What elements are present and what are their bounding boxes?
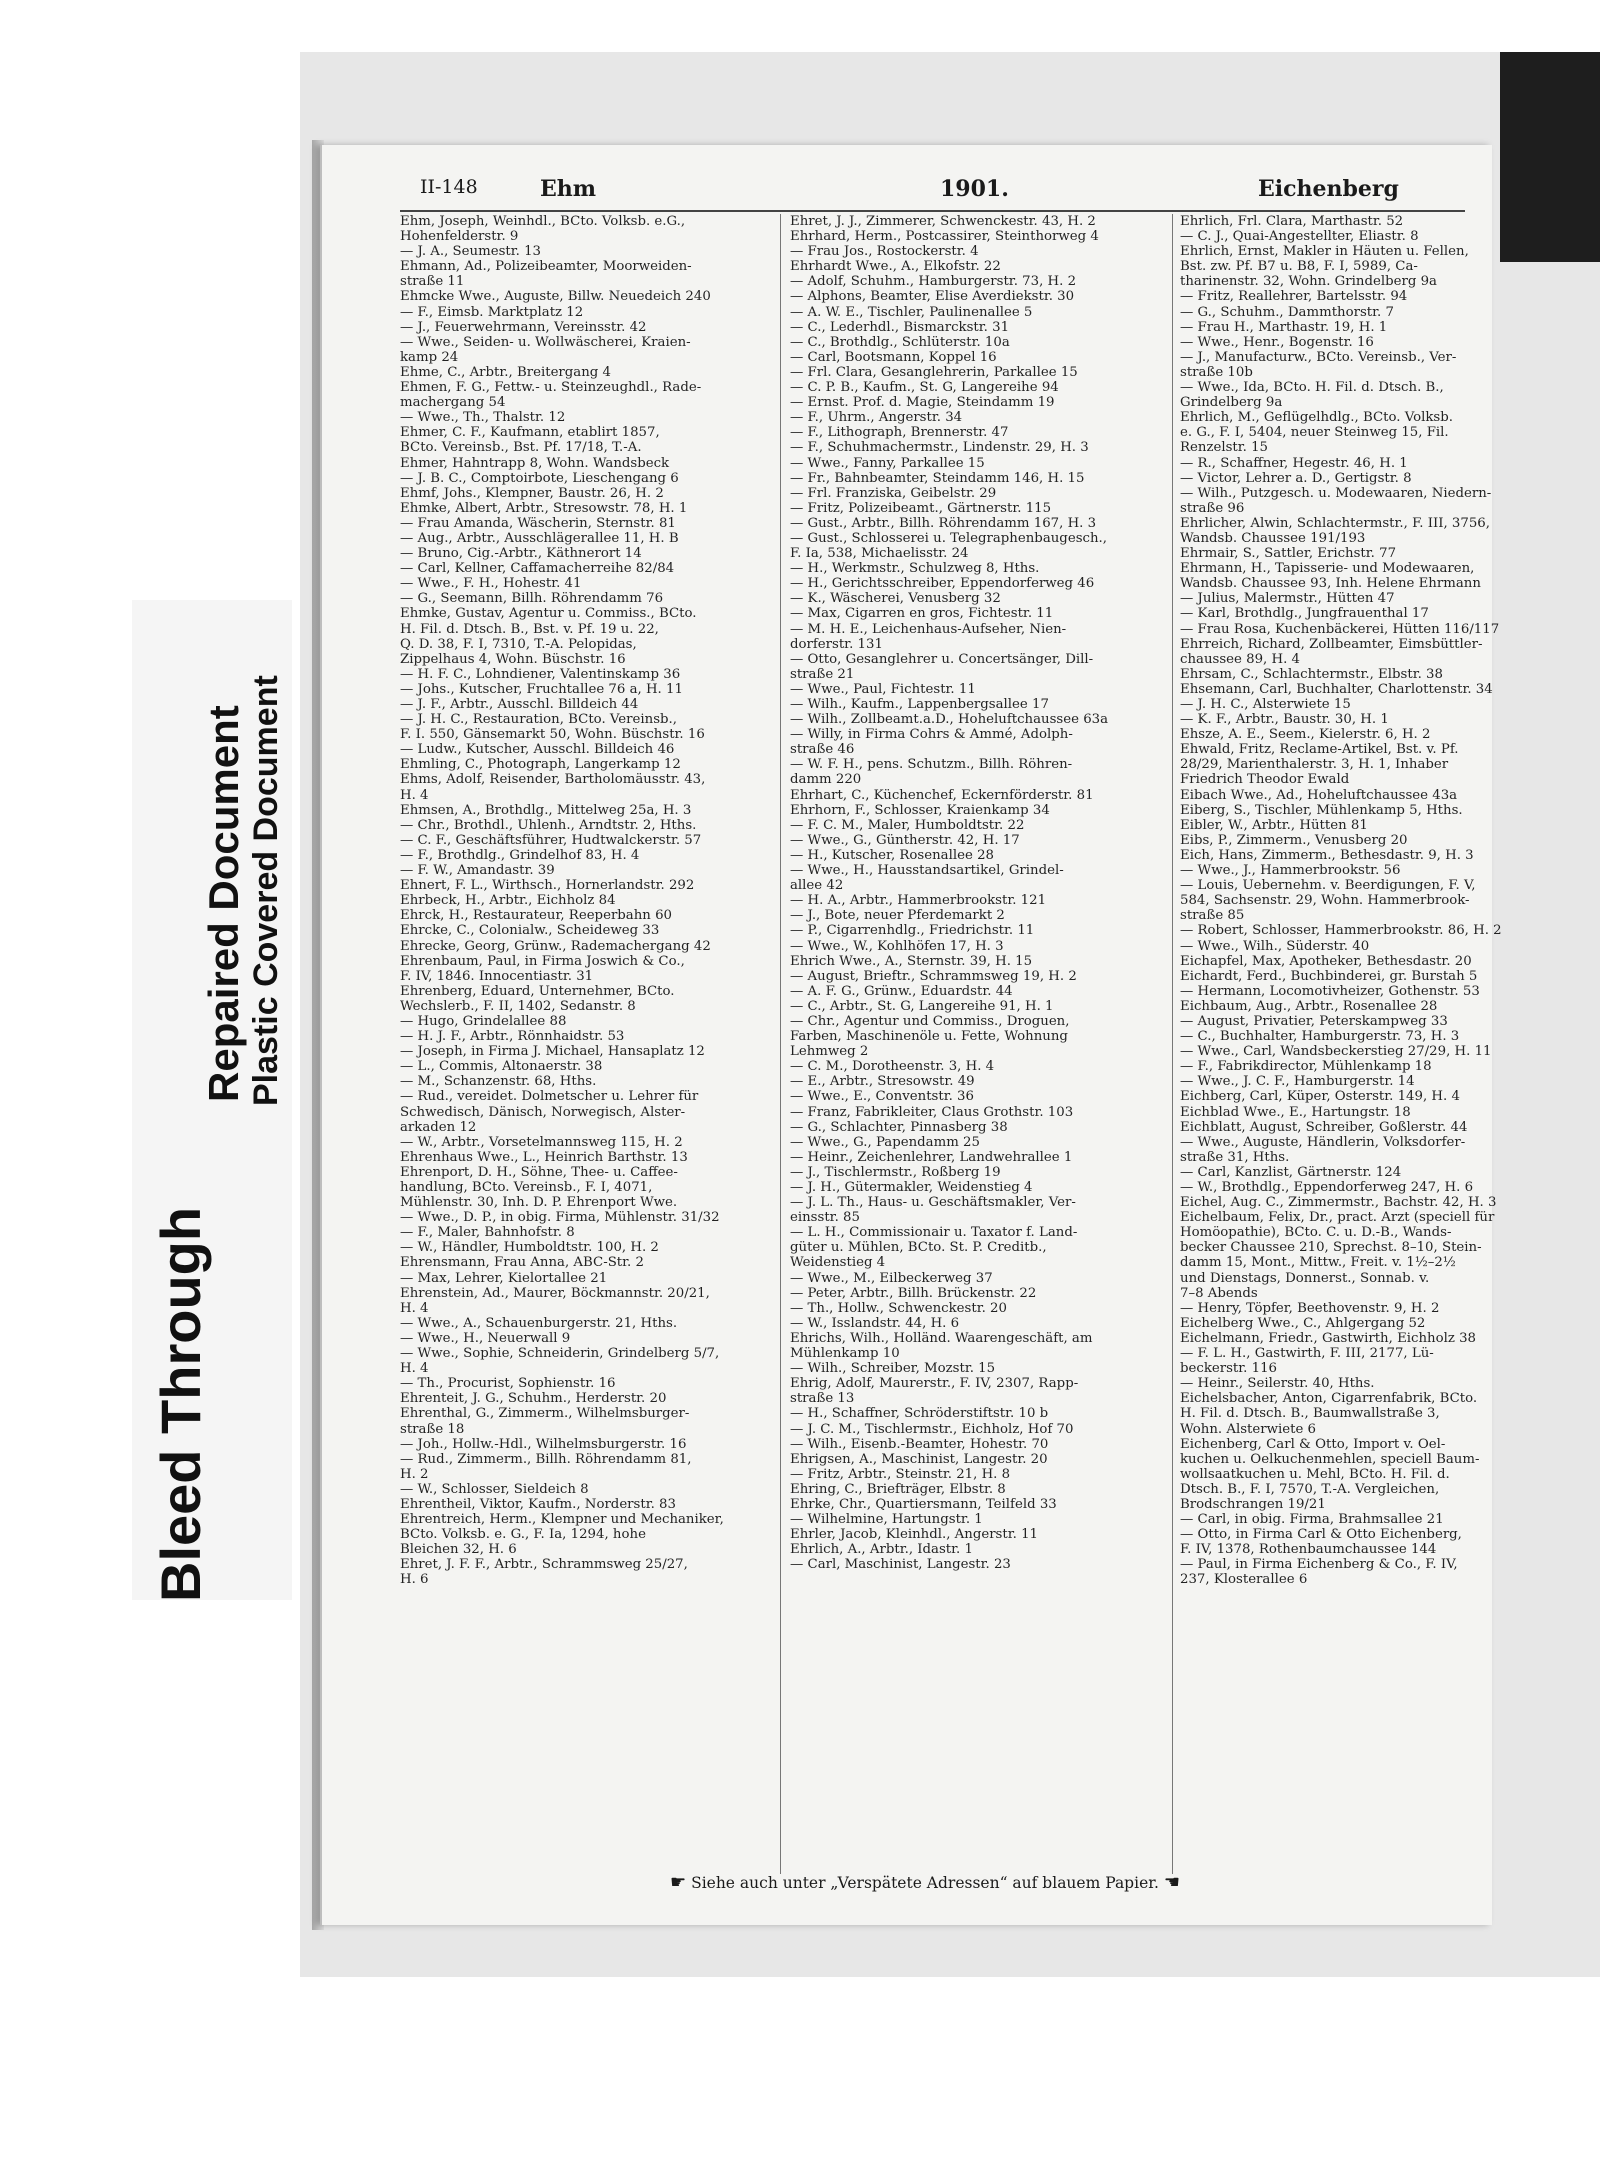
directory-entry: — Hugo, Grindelallee 88 [400, 1013, 567, 1029]
directory-entry: Ehrentheil, Viktor, Kaufm., Norderstr. 83 [400, 1496, 676, 1512]
directory-entry: — Wwe., Henr., Bogenstr. 16 [1180, 334, 1374, 350]
directory-entry: Ehmling, C., Photograph, Langerkamp 12 [400, 757, 681, 773]
directory-entry: Eichbaum, Aug., Arbtr., Rosenallee 28 [1180, 998, 1438, 1014]
directory-entry: — Wwe., Fanny, Parkallee 15 [790, 455, 985, 471]
directory-entry: — Julius, Malermstr., Hütten 47 [1180, 591, 1395, 607]
directory-entry: — E., Arbtr., Stresowstr. 49 [790, 1074, 975, 1090]
directory-entry: — Carl, in obig. Firma, Brahmsallee 21 [1180, 1512, 1444, 1528]
directory-entry: — F. L. H., Gastwirth, F. III, 2177, Lü- [1180, 1346, 1434, 1362]
directory-entry: — C., Lederhdl., Bismarckstr. 31 [790, 319, 1010, 335]
directory-entry: — Frau H., Marthastr. 19, H. 1 [1180, 319, 1388, 335]
directory-entry: — F., Brothdlg., Grindelhof 83, H. 4 [400, 847, 640, 863]
directory-entry: — Heinr., Zeichenlehrer, Landwehrallee 1 [790, 1149, 1073, 1165]
directory-entry: Ehrlich, Frl. Clara, Marthastr. 52 [1180, 214, 1404, 229]
directory-entry: damm 15, Mont., Mittw., Freit. v. 1½–2½ [1180, 1255, 1456, 1271]
directory-entry: Eichel, Aug. C., Zimmermstr., Bachstr. 42, H. 3 [1180, 1195, 1497, 1211]
directory-entry: straße 18 [400, 1421, 465, 1437]
directory-entry: — Karl, Brothdlg., Jungfrauenthal 17 [1180, 606, 1429, 622]
directory-entry: — Rud., Zimmerm., Billh. Röhrendamm 81, [400, 1451, 692, 1467]
directory-entry: — Gust., Arbtr., Billh. Röhrendamm 167, H. 3 [790, 515, 1097, 531]
directory-entry: Renzelstr. 15 [1180, 440, 1269, 456]
directory-entry: chaussee 89, H. 4 [1180, 651, 1300, 667]
directory-entry: und Dienstags, Donnerst., Sonnab. v. [1180, 1270, 1430, 1286]
year: 1901. [940, 176, 1009, 202]
directory-entry: F. Ia, 538, Michaelisstr. 24 [790, 546, 969, 562]
directory-entry: — Aug., Arbtr., Ausschlägerallee 11, H. B [400, 530, 679, 546]
directory-entry: — Johs., Kutscher, Fruchtallee 76 a, H. 11 [400, 681, 683, 697]
header-rule [400, 210, 1465, 212]
directory-entry: arkaden 12 [400, 1119, 477, 1135]
directory-entry: — Ludw., Kutscher, Ausschl. Billdeich 46 [400, 742, 675, 758]
directory-entry: — Franz, Fabrikleiter, Claus Grothstr. 103 [790, 1104, 1074, 1120]
directory-entry: Eich, Hans, Zimmerm., Bethesdastr. 9, H. 3 [1180, 847, 1474, 863]
directory-entry: Bleichen 32, H. 6 [400, 1542, 517, 1558]
directory-entry: Ehrke, Chr., Quartiersmann, Teilfeld 33 [790, 1496, 1057, 1512]
directory-entry: — Wwe., H., Neuerwall 9 [400, 1330, 571, 1346]
directory-entry: — Wwe., Wilh., Süderstr. 40 [1180, 938, 1370, 954]
directory-entry: — Frl. Franziska, Geibelstr. 29 [790, 485, 997, 501]
directory-entry: — F., Fabrikdirector, Mühlenkamp 18 [1180, 1059, 1432, 1075]
directory-entry: Ehret, J. J., Zimmerer, Schwenckestr. 43, H. 2 [790, 214, 1096, 229]
directory-entry: — Wwe., Paul, Fichtestr. 11 [790, 681, 976, 697]
directory-entry: BCto. Vereinsb., Bst. Pf. 17/18, T.-A. [400, 440, 642, 456]
directory-entry: Eichenberg, Carl & Otto, Import v. Oel- [1180, 1436, 1446, 1452]
directory-entry: 28/29, Marienthalerstr. 3, H. 1, Inhaber [1180, 757, 1449, 773]
directory-entry: Farben, Maschinenöle u. Fette, Wohnung [790, 1029, 1068, 1045]
directory-entry: Eichberg, Carl, Küper, Osterstr. 149, H. 4 [1180, 1089, 1460, 1105]
directory-entry: Ehrlicher, Alwin, Schlachtermstr., F. III, 3756, [1180, 515, 1490, 531]
directory-entry: — Frau Jos., Rostockerstr. 4 [790, 244, 979, 260]
directory-entry: — C. F., Geschäftsführer, Hudtwalckerstr. 57 [400, 832, 702, 848]
directory-entry: — Wwe., M., Eilbeckerweg 37 [790, 1270, 993, 1286]
directory-entry: Eichapfel, Max, Apotheker, Bethesdastr. 20 [1180, 953, 1472, 969]
directory-entry: F. IV, 1846. Innocentiastr. 31 [400, 968, 594, 984]
directory-entry: Eibach Wwe., Ad., Hoheluftchaussee 43a [1180, 787, 1458, 803]
directory-entry: — Wwe., J. C. F., Hamburgerstr. 14 [1180, 1074, 1415, 1090]
directory-entry: — Otto, in Firma Carl & Otto Eichenberg, [1180, 1527, 1462, 1543]
directory-entry: handlung, BCto. Vereinsb., F. I, 4071, [400, 1180, 653, 1195]
directory-entry: Ehrlich, A., Arbtr., Idastr. 1 [790, 1542, 973, 1558]
directory-entry: Ehmke, Gustav, Agentur u. Commiss., BCto. [400, 606, 697, 622]
directory-entry: Q. D. 38, F. I, 7310, T.-A. Pelopidas, [400, 636, 637, 652]
directory-entry: BCto. Volksb. e. G., F. Ia, 1294, hohe [400, 1527, 646, 1543]
directory-entry: — Peter, Arbtr., Billh. Brückenstr. 22 [790, 1285, 1037, 1301]
directory-entry: Ehrhart, C., Küchenchef, Eckernförderstr. 81 [790, 787, 1094, 803]
directory-entry: Dtsch. B., F. I, 7570, T.-A. Vergleichen, [1180, 1481, 1440, 1497]
directory-entry: Ehrenstein, Ad., Maurer, Böckmannstr. 20/21, [400, 1285, 710, 1301]
directory-entry: Hohenfelderstr. 9 [400, 229, 519, 245]
directory-entry: — W. F. H., pens. Schutzm., Billh. Röhren- [790, 757, 1073, 773]
directory-entry: — Carl, Maschinist, Langestr. 23 [790, 1557, 1011, 1573]
directory-entry: Ehrigsen, A., Maschinist, Langestr. 20 [790, 1451, 1048, 1467]
directory-entry: — J. A., Seumestr. 13 [400, 244, 542, 260]
directory-entry: wollsaatkuchen u. Mehl, BCto. H. Fil. d. [1180, 1466, 1450, 1482]
directory-entry: — C., Brothdlg., Schlüterstr. 10a [790, 334, 1010, 350]
directory-entry: — P., Cigarrenhdlg., Friedrichstr. 11 [790, 923, 1035, 939]
directory-entry: güter u. Mühlen, BCto. St. P. Creditb., [790, 1240, 1047, 1256]
directory-entry: — Wilh., Eisenb.-Beamter, Hohestr. 70 [790, 1436, 1049, 1452]
directory-entry: — F. W., Amandastr. 39 [400, 863, 555, 879]
directory-entry: Ehrenteit, J. G., Schuhm., Herderstr. 20 [400, 1391, 667, 1407]
directory-entry: — F., Maler, Bahnhofstr. 8 [400, 1225, 575, 1241]
directory-entry: Ehmcke Wwe., Auguste, Billw. Neuedeich 240 [400, 289, 711, 305]
directory-entry: Ehrenport, D. H., Söhne, Thee- u. Caffee- [400, 1164, 678, 1180]
directory-entry: — J., Manufacturw., BCto. Vereinsb., Ver- [1180, 349, 1457, 365]
directory-entry: Ehrhorn, F., Schlosser, Kraienkamp 34 [790, 802, 1050, 818]
directory-entry: Ehrenhaus Wwe., L., Heinrich Barthstr. 13 [400, 1149, 688, 1165]
directory-entry: Ehmke, Albert, Arbtr., Stresowstr. 78, H. 1 [400, 500, 688, 516]
directory-entry: Grindelberg 9a [1180, 395, 1283, 411]
directory-entry: — F. C. M., Maler, Humboldtstr. 22 [790, 817, 1025, 833]
directory-entry: — Ernst. Prof. d. Magie, Steindamm 19 [790, 395, 1055, 411]
directory-entry: Ehmann, Ad., Polizeibeamter, Moorweiden- [400, 259, 692, 275]
directory-entry: — L. H., Commissionair u. Taxator f. Land- [790, 1225, 1078, 1241]
directory-entry: — H. J. F., Arbtr., Rönnhaidstr. 53 [400, 1029, 625, 1045]
directory-entry: Eichelberg Wwe., C., Ahlgergang 52 [1180, 1315, 1426, 1331]
directory-entry: Mühlenkamp 10 [790, 1346, 900, 1362]
directory-entry: — Wwe., W., Kohlhöfen 17, H. 3 [790, 938, 1004, 954]
directory-entry: Ehrsam, C., Schlachtermstr., Elbstr. 38 [1180, 666, 1443, 682]
directory-entry: — H., Werkmstr., Schulzweg 8, Hths. [790, 561, 1040, 577]
directory-entry: Ehrlich, M., Geflügelhdlg., BCto. Volksb. [1180, 410, 1453, 426]
directory-entry: straße 85 [1180, 908, 1245, 924]
pointing-hand-right-icon: ☛ [670, 1872, 687, 1893]
directory-entry: Ehrcke, C., Colonialw., Scheideweg 33 [400, 923, 660, 939]
directory-entry: e. G., F. I, 5404, neuer Steinweg 15, Fil. [1180, 425, 1449, 441]
directory-entry: — Otto, Gesanglehrer u. Concertsänger, Dill- [790, 651, 1094, 667]
directory-entry: — H., Gerichtsschreiber, Eppendorferweg 46 [790, 576, 1095, 592]
directory-entry: — Wwe., Seiden- u. Wollwäscherei, Kraien- [400, 334, 691, 350]
directory-entry: Ehrler, Jacob, Kleinhdl., Angerstr. 11 [790, 1527, 1038, 1543]
directory-entry: — Chr., Brothdl., Uhlenh., Arndtstr. 2, Hths. [400, 817, 697, 833]
directory-entry: Ehrhard, Herm., Postcassirer, Steinthorweg 4 [790, 229, 1099, 245]
directory-entry: Eichelbaum, Felix, Dr., pract. Arzt (speciell für [1180, 1210, 1495, 1226]
directory-entry: — Wilh., Putzgesch. u. Modewaaren, Niedern- [1180, 485, 1492, 501]
directory-entry: 7–8 Abends [1180, 1285, 1258, 1301]
directory-entry: Ehrensmann, Frau Anna, ABC-Str. 2 [400, 1255, 644, 1271]
directory-entry: damm 220 [790, 772, 862, 788]
directory-entry: Ehms, Adolf, Reisender, Bartholomäusstr. 43, [400, 772, 706, 788]
directory-entry: Ehm, Joseph, Weinhdl., BCto. Volksb. e.G., [400, 214, 686, 229]
directory-entry: — Heinr., Seilerstr. 40, Hths. [1180, 1376, 1375, 1392]
directory-entry: — F., Schuhmachermstr., Lindenstr. 29, H. 3 [790, 440, 1089, 456]
directory-entry: — W., Arbtr., Vorsetelmannsweg 115, H. 2 [400, 1134, 683, 1150]
directory-entry: Ehrenberg, Eduard, Unternehmer, BCto. [400, 983, 675, 999]
column-separator [780, 214, 781, 1874]
column-2 [790, 214, 1165, 1572]
directory-entry: Ehrenthal, G., Zimmerm., Wilhelmsburger- [400, 1406, 690, 1422]
directory-entry: 584, Sachsenstr. 29, Wohn. Hammerbrook- [1180, 893, 1470, 909]
directory-entry: H. Fil. d. Dtsch. B., Bst. v. Pf. 19 u. 22, [400, 621, 659, 637]
directory-entry: H. 2 [400, 1466, 429, 1482]
directory-entry: — H., Schaffner, Schröderstiftstr. 10 b [790, 1406, 1049, 1422]
directory-entry: — Wwe., G., Güntherstr. 42, H. 17 [790, 832, 1020, 848]
directory-entry: — Wilh., Schreiber, Mozstr. 15 [790, 1361, 996, 1377]
directory-entry: — C., Arbtr., St. G, Langereihe 91, H. 1 [790, 998, 1054, 1014]
directory-entry: Ehrentreich, Herm., Klempner und Mechaniker, [400, 1512, 724, 1528]
directory-entry: — G., Seemann, Billh. Röhrendamm 76 [400, 591, 664, 607]
directory-entry: allee 42 [790, 878, 844, 894]
directory-entry: — Frau Amanda, Wäscherin, Sternstr. 81 [400, 515, 676, 531]
directory-entry: — J. C. M., Tischlermstr., Eichholz, Hof 70 [790, 1421, 1074, 1437]
directory-entry: — C. J., Quai-Angestellter, Eliastr. 8 [1180, 229, 1419, 245]
directory-entry: Ehrbeck, H., Arbtr., Eichholz 84 [400, 893, 616, 909]
directory-entry: einsstr. 85 [790, 1210, 860, 1226]
directory-entry: Ehrmair, S., Sattler, Erichstr. 77 [1180, 546, 1397, 562]
directory-entry: — F., Lithograph, Brennerstr. 47 [790, 425, 1009, 441]
directory-entry: Ehrreich, Richard, Zollbeamter, Eimsbüttler- [1180, 636, 1483, 652]
column-separator [1172, 214, 1173, 1874]
directory-entry: Ehsemann, Carl, Buchhalter, Charlottenstr. 34 [1180, 681, 1493, 697]
directory-entry: — Willy, in Firma Cohrs & Ammé, Adolph- [790, 727, 1073, 743]
directory-entry: Eichelsbacher, Anton, Cigarrenfabrik, BCto. [1180, 1391, 1478, 1407]
directory-entry: Lehmweg 2 [790, 1044, 869, 1060]
page-number: II-148 [420, 176, 478, 198]
directory-entry: — Wwe., Auguste, Händlerin, Volksdorfer- [1180, 1134, 1466, 1150]
directory-entry: H. 4 [400, 787, 429, 803]
directory-entry: — Fritz, Polizeibeamt., Gärtnerstr. 115 [790, 500, 1052, 516]
directory-entry: — Bruno, Cig.-Arbtr., Käthnerort 14 [400, 546, 642, 562]
directory-entry: — Fritz, Arbtr., Steinstr. 21, H. 8 [790, 1466, 1011, 1482]
page-header [420, 176, 1420, 212]
directory-entry: Ehrlich, Ernst, Makler in Häuten u. Fellen, [1180, 244, 1469, 260]
directory-entry: Ehmsen, A., Brothdlg., Mittelweg 25a, H. 3 [400, 802, 692, 818]
directory-entry: — Wilh., Zollbeamt.a.D., Hoheluftchaussee 63a [790, 712, 1109, 728]
directory-entry: H. 4 [400, 1300, 429, 1316]
directory-entry: — W., Schlosser, Sieldeich 8 [400, 1481, 589, 1497]
directory-entry: — J., Bote, neuer Pferdemarkt 2 [790, 908, 1005, 924]
directory-entry: straße 96 [1180, 500, 1245, 516]
directory-entry: straße 11 [400, 274, 465, 290]
directory-entry: — Wwe., Carl, Wandsbeckerstieg 27/29, H. 11 [1180, 1044, 1492, 1060]
directory-entry: F. IV, 1378, Rothenbaumchaussee 144 [1180, 1542, 1437, 1558]
directory-entry: straße 21 [790, 666, 855, 682]
directory-entry: H. 4 [400, 1361, 429, 1377]
directory-entry: Mühlenstr. 30, Inh. D. P. Ehrenport Wwe. [400, 1195, 678, 1211]
directory-entry: Eichblad Wwe., E., Hartungstr. 18 [1180, 1104, 1411, 1120]
left-keyword: Ehm [540, 176, 597, 202]
directory-entry: — F., Eimsb. Marktplatz 12 [400, 304, 584, 320]
directory-entry: Ehret, J. F. F., Arbtr., Schrammsweg 25/27, [400, 1557, 688, 1573]
directory-entry: — Frau Rosa, Kuchenbäckerei, Hütten 116/117 [1180, 621, 1500, 637]
directory-entry: Eiberg, S., Tischler, Mühlenkamp 5, Hths. [1180, 802, 1463, 818]
directory-entry: Weidenstieg 4 [790, 1255, 886, 1271]
directory-entry: Ehrhardt Wwe., A., Elkofstr. 22 [790, 259, 1001, 275]
directory-entry: — Adolf, Schuhm., Hamburgerstr. 73, H. 2 [790, 274, 1077, 290]
directory-entry: Ehring, C., Briefträger, Elbstr. 8 [790, 1481, 1006, 1497]
directory-entry: Eichblatt, August, Schreiber, Goßlerstr. 44 [1180, 1119, 1468, 1135]
directory-entry: Ehmer, Hahntrapp 8, Wohn. Wandsbeck [400, 455, 670, 471]
directory-entry: Ehrecke, Georg, Grünw., Rademachergang 42 [400, 938, 711, 954]
label-bleed-through: Bleed Through [149, 1206, 212, 1602]
directory-entry: — Alphons, Beamter, Elise Averdiekstr. 30 [790, 289, 1075, 305]
directory-entry: — L., Commis, Altonaerstr. 38 [400, 1059, 603, 1075]
directory-entry: — Wilh., Kaufm., Lappenbergsallee 17 [790, 697, 1049, 712]
directory-entry: Eibs, P., Zimmerm., Venusberg 20 [1180, 832, 1408, 848]
directory-entry: beckerstr. 116 [1180, 1361, 1278, 1377]
directory-entry: Ehmer, C. F., Kaufmann, etablirt 1857, [400, 425, 660, 441]
directory-entry: — Wwe., E., Conventstr. 36 [790, 1089, 974, 1105]
directory-entry: Bst. zw. Pf. B7 u. B8, F. I, 5989, Ca- [1180, 259, 1418, 275]
directory-entry: F. I. 550, Gänsemarkt 50, Wohn. Büschstr. 16 [400, 727, 705, 743]
directory-entry: straße 10b [1180, 364, 1253, 380]
directory-entry: — J. H., Gütermakler, Weidenstieg 4 [790, 1180, 1033, 1195]
directory-entry: — A. W. E., Tischler, Paulinenallee 5 [790, 304, 1033, 320]
directory-entry: — Wwe., D. P., in obig. Firma, Mühlenstr. 31/32 [400, 1210, 720, 1226]
directory-entry: — G., Schuhm., Dammthorstr. 7 [1180, 304, 1394, 320]
directory-entry: — Carl, Bootsmann, Koppel 16 [790, 349, 997, 365]
directory-entry: — Fr., Bahnbeamter, Steindamm 146, H. 15 [790, 470, 1085, 486]
directory-entry: — G., Schlachter, Pinnasberg 38 [790, 1119, 1008, 1135]
directory-entry: Wechslerb., F. II, 1402, Sedanstr. 8 [400, 998, 636, 1014]
directory-entry: — Wwe., H., Hausstandsartikel, Grindel- [790, 863, 1064, 879]
directory-entry: — Carl, Kellner, Caffamacherreihe 82/84 [400, 561, 675, 577]
directory-entry: — Henry, Töpfer, Beethovenstr. 9, H. 2 [1180, 1300, 1440, 1316]
directory-entry: — C. P. B., Kaufm., St. G, Langereihe 94 [790, 380, 1059, 396]
directory-entry: straße 46 [790, 742, 855, 758]
directory-entry: Ehrck, H., Restaurateur, Reeperbahn 60 [400, 908, 673, 924]
directory-entry: H. 6 [400, 1572, 429, 1588]
directory-entry: kamp 24 [400, 349, 459, 365]
directory-entry: Schwedisch, Dänisch, Norwegisch, Alster- [400, 1104, 686, 1120]
directory-entry: — H. F. C., Lohndiener, Valentinskamp 36 [400, 666, 681, 682]
directory-entry: — Paul, in Firma Eichenberg & Co., F. IV, [1180, 1557, 1458, 1573]
directory-entry: — J. H. C., Alsterwiete 15 [1180, 697, 1351, 712]
directory-entry: Eichelmann, Friedr., Gastwirth, Eichholz 38 [1180, 1330, 1477, 1346]
directory-entry: — H. A., Arbtr., Hammerbrookstr. 121 [790, 893, 1047, 909]
directory-entry: becker Chaussee 210, Sprechst. 8–10, Stein- [1180, 1240, 1482, 1256]
directory-entry: — Th., Procurist, Sophienstr. 16 [400, 1376, 616, 1392]
directory-entry: — Wwe., Th., Thalstr. 12 [400, 410, 566, 426]
directory-entry: — C., Buchhalter, Hamburgerstr. 73, H. 3 [1180, 1029, 1460, 1045]
directory-entry: — Frl. Clara, Gesanglehrerin, Parkallee 15 [790, 364, 1078, 380]
directory-entry: Ehrichs, Wilh., Holländ. Waarengeschäft, am [790, 1330, 1093, 1346]
pointing-hand-left-icon: ☚ [1163, 1872, 1180, 1893]
directory-entry: — W., Brothdlg., Eppendorferweg 247, H. 6 [1180, 1180, 1474, 1195]
directory-entry: machergang 54 [400, 395, 506, 411]
directory-entry: — Joh., Hollw.-Hdl., Wilhelmsburgerstr. 16 [400, 1436, 687, 1452]
directory-entry: Ehmf, Johs., Klempner, Baustr. 26, H. 2 [400, 485, 664, 501]
top-margin [0, 0, 1600, 55]
directory-entry: tharinenstr. 32, Wohn. Grindelberg 9a [1180, 274, 1437, 290]
directory-entry: Wohn. Alsterwiete 6 [1180, 1421, 1317, 1437]
directory-entry: Wandsb. Chaussee 191/193 [1180, 530, 1366, 546]
directory-entry: — Wilhelmine, Hartungstr. 1 [790, 1512, 983, 1528]
directory-entry: — M., Schanzenstr. 68, Hths. [400, 1074, 597, 1090]
directory-entry: — Joseph, in Firma J. Michael, Hansaplatz 12 [400, 1044, 705, 1060]
directory-entry: — Wwe., A., Schauenburgerstr. 21, Hths. [400, 1315, 678, 1331]
directory-entry: — Chr., Agentur und Commiss., Droguen, [790, 1013, 1070, 1029]
directory-entry: Eichardt, Ferd., Buchbinderei, gr. Burstah 5 [1180, 968, 1478, 984]
directory-entry: — J. F., Arbtr., Ausschl. Billdeich 44 [400, 697, 639, 712]
directory-entry: kuchen u. Oelkuchenmehlen, speciell Baum- [1180, 1451, 1480, 1467]
directory-entry: Ehrich Wwe., A., Sternstr. 39, H. 15 [790, 953, 1033, 969]
directory-entry: Ehnert, F. L., Wirthsch., Hornerlandstr. 292 [400, 878, 695, 894]
directory-entry: — J. B. C., Comptoirbote, Lieschengang 6 [400, 470, 679, 486]
directory-entry: — K. F., Arbtr., Baustr. 30, H. 1 [1180, 712, 1389, 728]
directory-entry: — Rud., vereidet. Dolmetscher u. Lehrer für [400, 1089, 699, 1105]
directory-entry: — Hermann, Locomotivheizer, Gothenstr. 53 [1180, 983, 1480, 999]
directory-entry: — C. M., Dorotheenstr. 3, H. 4 [790, 1059, 995, 1075]
right-keyword: Eichenberg [1258, 176, 1399, 202]
scan-edge-dark-strip [1500, 52, 1600, 262]
label-plastic-covered: Plastic Covered Document [247, 675, 285, 1106]
directory-entry: — Wwe., J., Hammerbrookstr. 56 [1180, 863, 1401, 879]
label-repaired-document: Repaired Document [200, 705, 247, 1102]
directory-entry: — Victor, Lehrer a. D., Gertigstr. 8 [1180, 470, 1412, 486]
directory-entry: — Max, Lehrer, Kielortallee 21 [400, 1270, 608, 1286]
directory-entry: Homöopathie), BCto. C. u. D.-B., Wands- [1180, 1225, 1452, 1241]
column-1 [400, 214, 770, 1588]
page-footer [670, 1872, 1180, 1893]
directory-entry: Ehwald, Fritz, Reclame-Artikel, Bst. v. Pf. [1180, 742, 1459, 758]
directory-entry: Ehrenbaum, Paul, in Firma Joswich & Co., [400, 953, 685, 969]
directory-entry: — Wwe., Ida, BCto. H. Fil. d. Dtsch. B., [1180, 380, 1444, 396]
directory-entry: — H., Kutscher, Rosenallee 28 [790, 847, 994, 863]
directory-entry: — Fritz, Reallehrer, Bartelsstr. 94 [1180, 289, 1408, 305]
directory-entry: Ehrig, Adolf, Maurerstr., F. IV, 2307, Rapp- [790, 1376, 1079, 1392]
directory-entry: Ehsze, A. E., Seem., Kielerstr. 6, H. 2 [1180, 727, 1431, 743]
directory-entry: H. Fil. d. Dtsch. B., Baumwallstraße 3, [1180, 1406, 1440, 1422]
directory-entry: — Wwe., G., Papendamm 25 [790, 1134, 980, 1150]
directory-entry: — Th., Hollw., Schwenckestr. 20 [790, 1300, 1007, 1316]
directory-entry: — F., Uhrm., Angerstr. 34 [790, 410, 963, 426]
directory-entry: — A. F. G., Grünw., Eduardstr. 44 [790, 983, 1013, 999]
directory-entry: Brodschrangen 19/21 [1180, 1496, 1326, 1512]
directory-entry: Friedrich Theodor Ewald [1180, 772, 1350, 788]
directory-entry: Ehmen, F. G., Fettw.- u. Steinzeughdl., Rade- [400, 380, 702, 396]
directory-entry: — August, Brieftr., Schrammsweg 19, H. 2 [790, 968, 1077, 984]
directory-entry: — Max, Cigarren en gros, Fichtestr. 11 [790, 606, 1054, 622]
directory-entry: — J. L. Th., Haus- u. Geschäftsmakler, Ver- [790, 1195, 1076, 1211]
directory-entry: Eibler, W., Arbtr., Hütten 81 [1180, 817, 1368, 833]
directory-entry: Ehrmann, H., Tapisserie- und Modewaaren, [1180, 561, 1475, 577]
directory-entry: — Gust., Schlosserei u. Telegraphenbaugesch., [790, 530, 1107, 546]
footer-note: Siehe auch unter „Verspätete Adressen“ auf blauem Papier. [691, 1874, 1159, 1892]
directory-entry: Wandsb. Chaussee 93, Inh. Helene Ehrmann [1180, 576, 1481, 592]
directory-entry: — M. H. E., Leichenhaus-Aufseher, Nien- [790, 621, 1067, 637]
directory-entry: — R., Schaffner, Hegestr. 46, H. 1 [1180, 455, 1408, 471]
directory-entry: — W., Händler, Humboldtstr. 100, H. 2 [400, 1240, 659, 1256]
directory-entry: Ehme, C., Arbtr., Breitergang 4 [400, 364, 611, 380]
directory-entry: 237, Klosterallee 6 [1180, 1572, 1308, 1588]
directory-entry: — J., Feuerwehrmann, Vereinsstr. 42 [400, 319, 647, 335]
directory-entry: straße 31, Hths. [1180, 1149, 1290, 1165]
directory-entry: — W., Isslandstr. 44, H. 6 [790, 1315, 960, 1331]
directory-entry: — Wwe., F. H., Hohestr. 41 [400, 576, 582, 592]
directory-entry: — J. H. C., Restauration, BCto. Vereinsb., [400, 712, 677, 728]
directory-entry: — Wwe., Sophie, Schneiderin, Grindelberg 5/7, [400, 1346, 720, 1362]
directory-entry: — Robert, Schlosser, Hammerbrookstr. 86, H. 2 [1180, 923, 1502, 939]
directory-entry: — August, Privatier, Peterskampweg 33 [1180, 1013, 1448, 1029]
directory-entry: — Carl, Kanzlist, Gärtnerstr. 124 [1180, 1164, 1402, 1180]
directory-entry: — K., Wäscherei, Venusberg 32 [790, 591, 1001, 607]
directory-entry: — J., Tischlermstr., Roßberg 19 [790, 1164, 1001, 1180]
directory-entry: — Louis, Uebernehm. v. Beerdigungen, F. V, [1180, 878, 1476, 894]
column-3 [1180, 214, 1502, 1588]
directory-entry: dorferstr. 131 [790, 636, 883, 652]
directory-entry: Zippelhaus 4, Wohn. Büschstr. 16 [400, 651, 626, 667]
directory-entry: straße 13 [790, 1391, 855, 1407]
